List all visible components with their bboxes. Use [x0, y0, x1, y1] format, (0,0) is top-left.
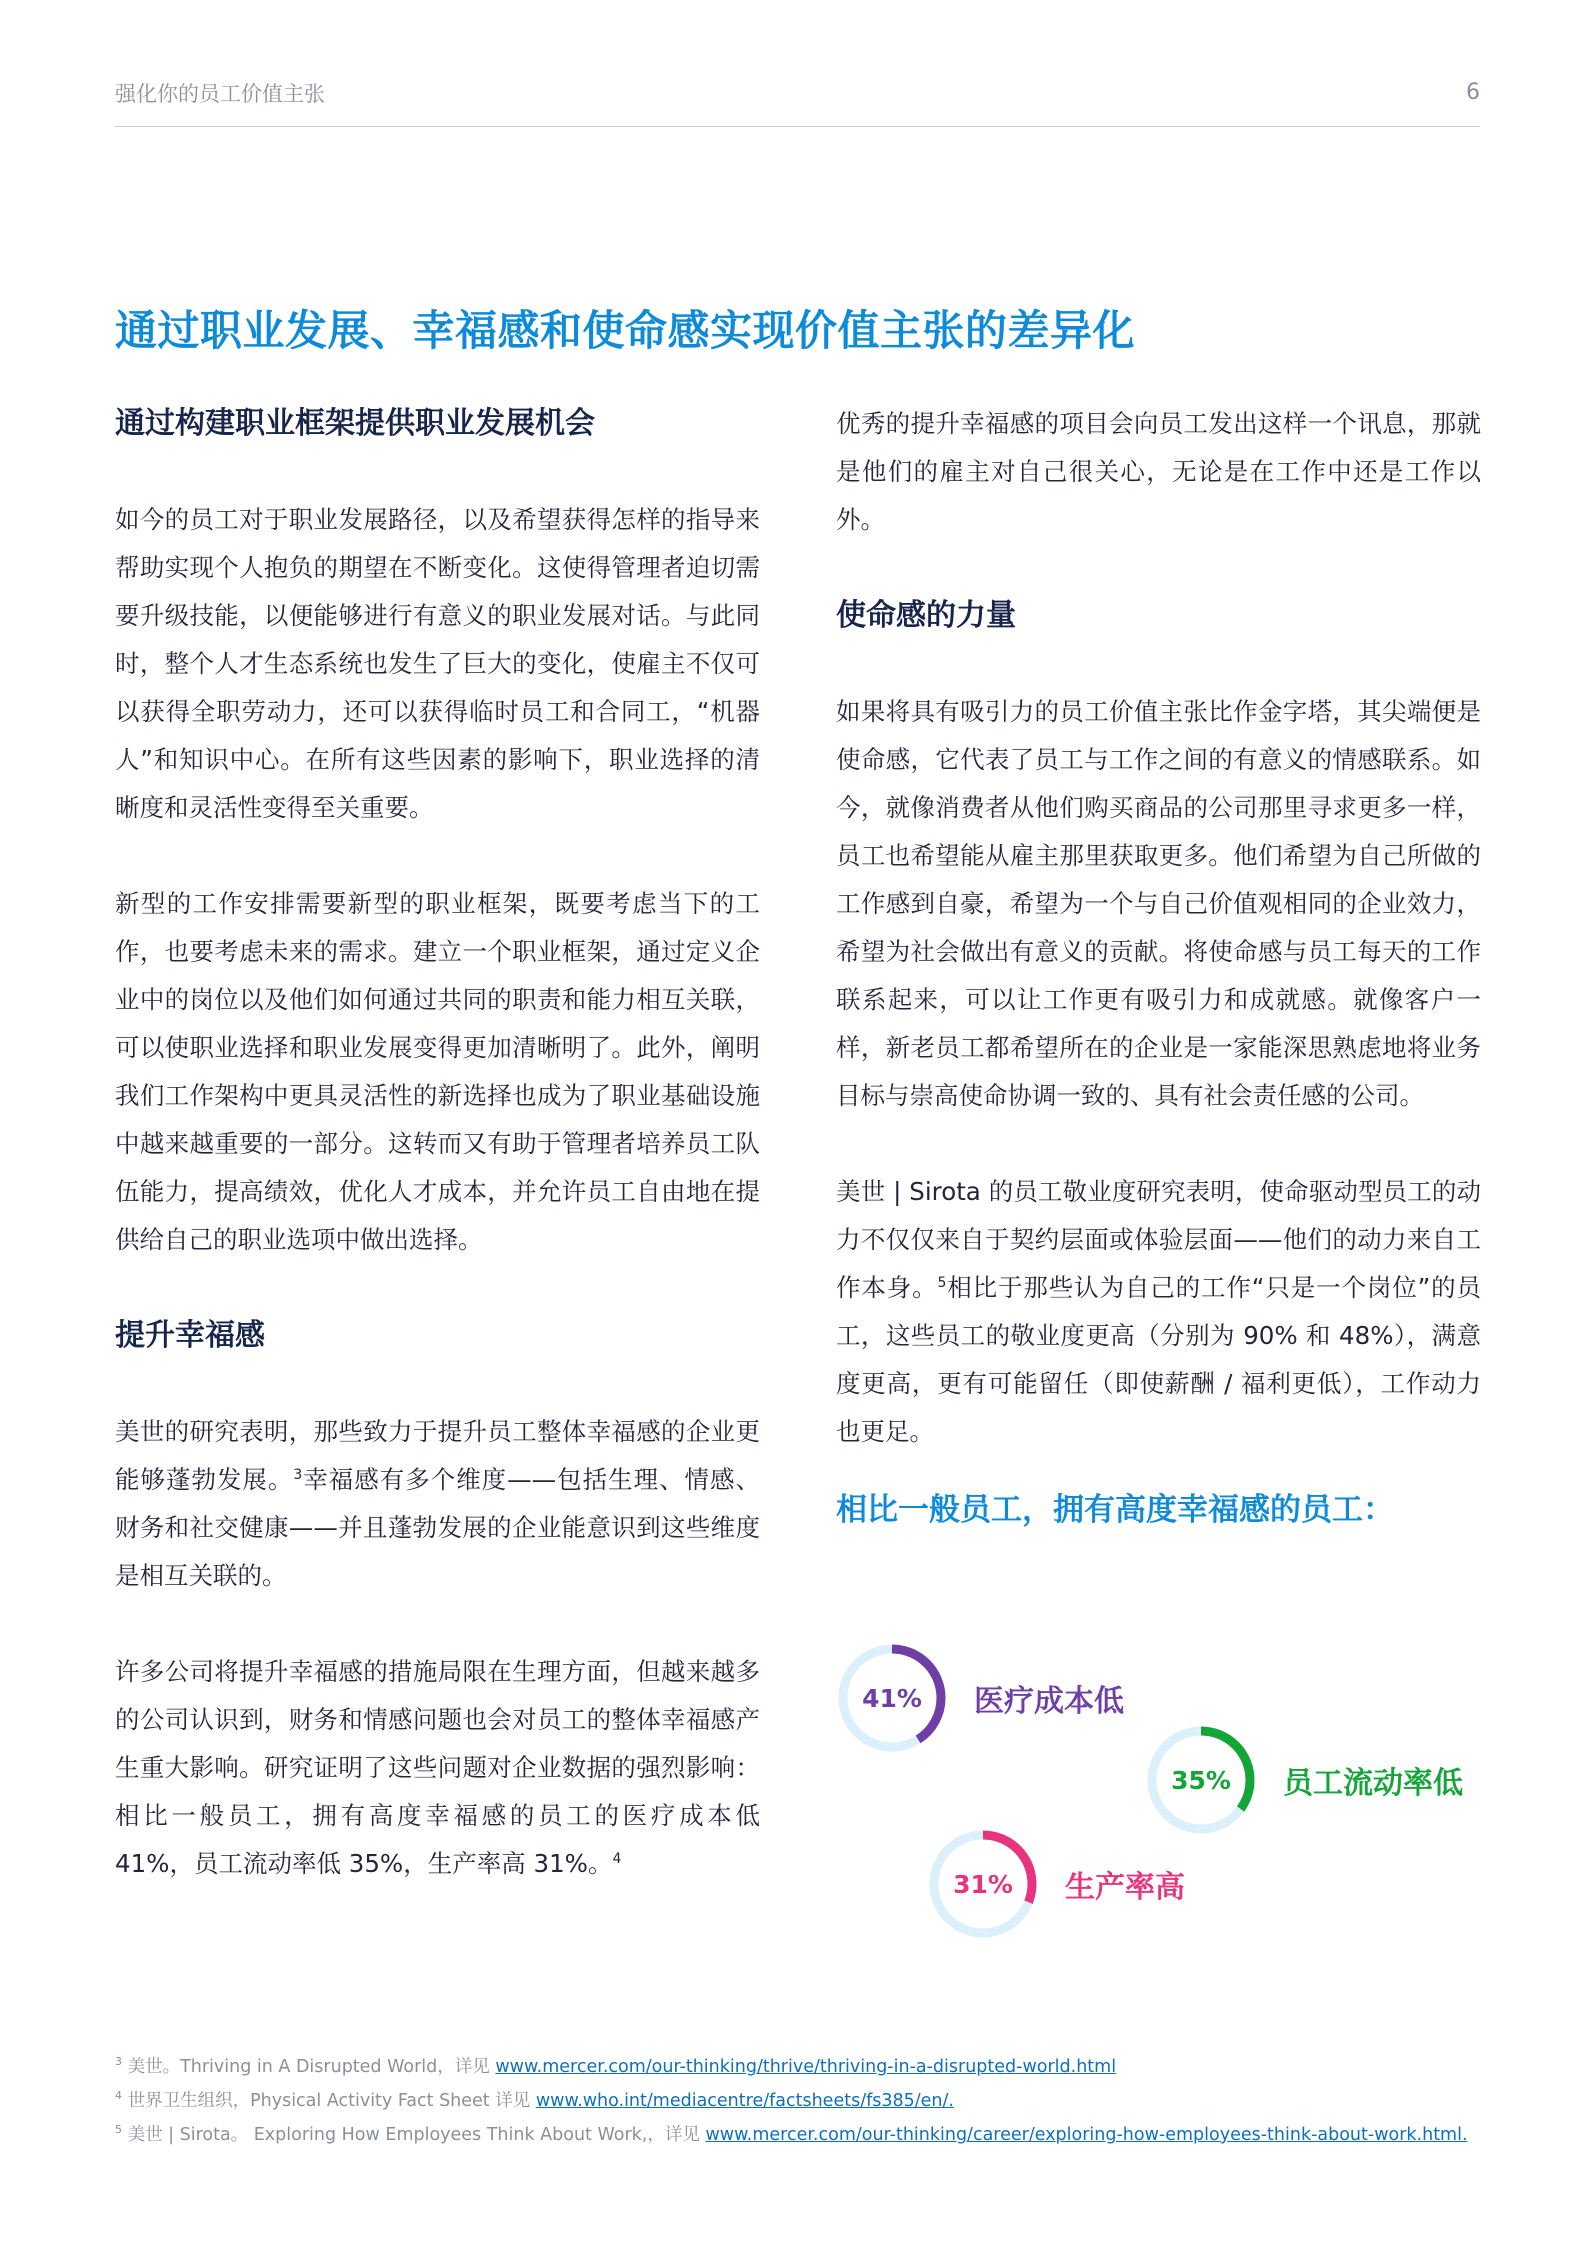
footnote-ref-3: 3 [293, 1466, 303, 1483]
stat-productivity [927, 1828, 1185, 1940]
page-number: 6 [1466, 80, 1480, 105]
paragraph-wellbeing-1: 美世的研究表明，那些致力于提升员工整体幸福感的企业更能够蓬勃发展。$^3$幸福感有多个维度——包括生理、情感、财务和社交健康——并且蓬勃发展的企业能意识到这些维度是相互关联的。 [115, 1417, 761, 1590]
running-title: 强化你的员工价值主张 [115, 82, 325, 106]
footnote-ref-4: 4 [612, 1850, 622, 1867]
footnote-5: $^5$ 美世 | Sirota。 Exploring How Employees Think About Work,，详见 www.mercer.com/our-thinking/career/exploring-how-employees-think-about-work.html. [115, 2123, 1468, 2145]
paragraph-wellbeing-2: 许多公司将提升幸福感的措施局限在生理方面，但越来越多的公司认识到，财务和情感问题也会对员工的整体幸福感产生重大影响。研究证明了这些问题对企业数据的强烈影响：相比一般员工，拥有高度幸福感的员工的医疗成本低 41%，员工流动率低 35%，生产率高 31%。$^4$ [115, 1657, 760, 1878]
stat-label: 医疗成本低 [974, 1684, 1124, 1719]
footnote-ref-5: 5 [937, 1274, 947, 1291]
footnote-3: $^3$ 美世。Thriving in A Disrupted World，详见 www.mercer.com/our-thinking/thrive/thriving-in-a-disrupted-world.html [115, 2055, 1117, 2077]
footnote-link[interactable]: www.who.int/mediacentre/factsheets/fs385/en/. [535, 2091, 954, 2111]
section-title-career-framework: 通过构建职业框架提供职业发展机会 [115, 406, 595, 441]
page-title: 通过职业发展、幸福感和使命感实现价值主张的差异化 [115, 306, 1136, 355]
paragraph-wellbeing-3: 优秀的提升幸福感的项目会向员工发出这样一个讯息，那就是他们的雇主对自己很关心，无论是在工作中还是工作以外。 [836, 409, 1481, 534]
running-header [115, 78, 1480, 127]
footnotes [115, 2050, 1495, 2152]
right-column [836, 400, 1481, 1534]
stat-label: 员工流动率低 [1283, 1766, 1463, 1801]
paragraph-career-1: 如今的员工对于职业发展路径，以及希望获得怎样的指导来帮助实现个人抱负的期望在不断变化。这使得管理者迫切需要升级技能，以便能够进行有意义的职业发展对话。与此同时，整个人才生态系统也发生了巨大的变化，使雇主不仅可以获得全职劳动力，还可以获得临时员工和合同工，“机器人”和知识中心。在所有这些因素的影响下，职业选择的清晰度和灵活性变得至关重要。 [115, 505, 760, 822]
stat-label: 生产率高 [1065, 1870, 1185, 1905]
stat-percent: 31% [953, 1869, 1013, 1899]
section-title-wellbeing: 提升幸福感 [115, 1318, 265, 1353]
footnote-link[interactable]: www.mercer.com/our-thinking/thrive/thriving-in-a-disrupted-world.html [495, 2057, 1117, 2077]
stat-percent: 35% [1171, 1765, 1231, 1795]
donut-ring [927, 1828, 1039, 1940]
section-title-purpose: 使命感的力量 [836, 598, 1016, 633]
footnote-4: $^4$ 世界卫生组织，Physical Activity Fact Sheet 详见 www.who.int/mediacentre/factsheets/fs385/en/. [115, 2089, 954, 2111]
donut-ring [836, 1642, 948, 1754]
stats-heading: 相比一般员工，拥有高度幸福感的员工： [836, 1492, 1394, 1528]
paragraph-career-2: 新型的工作安排需要新型的职业框架，既要考虑当下的工作，也要考虑未来的需求。建立一个职业框架，通过定义企业中的岗位以及他们如何通过共同的职责和能力相互关联，可以使职业选择和职业发展变得更加清晰明了。此外，阐明我们工作架构中更具灵活性的新选择也成为了职业基础设施中越来越重要的一部分。这转而又有助于管理者培养员工队伍能力，提高绩效，优化人才成本，并允许员工自由地在提供给自己的职业选项中做出选择。 [115, 889, 760, 1254]
left-column [115, 400, 760, 1888]
paragraph-purpose-2: 美世 | Sirota 的员工敬业度研究表明，使命驱动型员工的动力不仅仅来自于契约层面或体验层面——他们的动力来自工作本身。$^5$相比于那些认为自己的工作“只是一个岗位”的员工，这些员工的敬业度更高（分别为 90% 和 48%），满意度更高，更有可能留任（即使薪酬 / 福利更低），工作动力也更足。 [836, 1177, 1482, 1446]
stat-medical-cost [836, 1642, 1124, 1754]
donut-ring [1145, 1724, 1257, 1836]
stat-turnover [1145, 1724, 1463, 1836]
footnote-link[interactable]: www.mercer.com/our-thinking/career/exploring-how-employees-think-about-work.html. [705, 2125, 1468, 2145]
paragraph-purpose-1: 如果将具有吸引力的员工价值主张比作金字塔，其尖端便是使命感，它代表了员工与工作之间的有意义的情感联系。如今，就像消费者从他们购买商品的公司那里寻求更多一样，员工也希望能从雇主那里获取更多。他们希望为自己所做的工作感到自豪，希望为一个与自己价值观相同的企业效力，希望为社会做出有意义的贡献。将使命感与员工每天的工作联系起来，可以让工作更有吸引力和成就感。就像客户一样，新老员工都希望所在的企业是一家能深思熟虑地将业务目标与崇高使命协调一致的、具有社会责任感的公司。 [836, 697, 1481, 1110]
stat-percent: 41% [862, 1683, 922, 1713]
